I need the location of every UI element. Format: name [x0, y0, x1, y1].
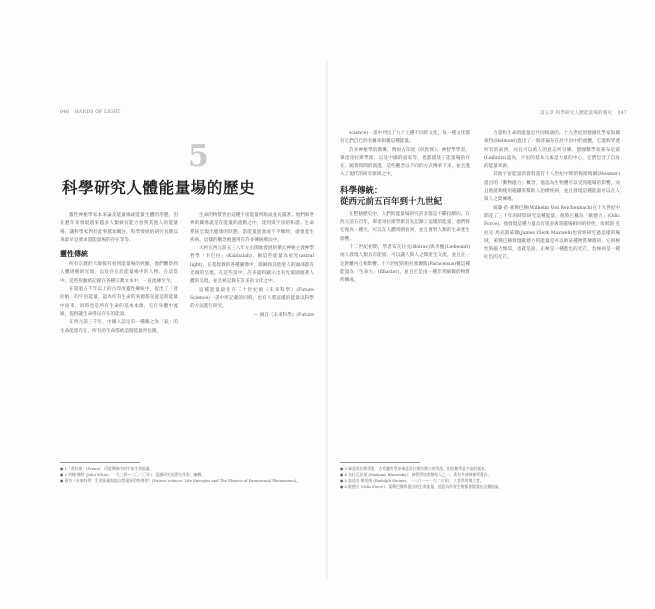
footnote-rule: [60, 462, 140, 463]
section-heading-spiritual: 靈性傳統: [60, 249, 88, 259]
body-paragraph: 力量和生命的能量是共同相通的。十九世紀的德國化學家海爾蒙特(Helmont)提出了一個普遍存在於宇宙中的流體，它能夠穿透所有的東西，而且可以被人的意志所引導。德國數學家萊布尼茲(Leibnitz)認為，宇宙的基本元素是力量的中心，它們包含了自身的能量來源。: [484, 131, 620, 170]
footnote: ● 3 畢達哥拉斯學派：古希臘哲學家畢達哥拉斯所創立的學派，相信數學是宇宙的根本。: [340, 465, 489, 471]
heading-line-2: 從西元前五百年到十九世紀: [340, 196, 443, 207]
left-column-2: [190, 212, 314, 452]
footnote: ● 著有《未來科學：生命能量與超自然現象的物理學》(Future science: Life Energies and The Physics of Paranormal Phenomena)。: [60, 477, 301, 483]
right-page-number: 047: [617, 111, 627, 116]
right-column-2: [484, 130, 620, 460]
body-paragraph: science)一書中列出了九十七種不同的文化，每一種文化都有它們自己的名稱來指稱這種能量。: [340, 131, 470, 145]
body-paragraph: 在超過五千年以上的古印度靈性傳統中，提出了「普拉納」的宇宙能量。認為所有生命的來源都是從這股能量中而來，同時也是所有生命的基本本源，它在身體中流通，提供讓生命得以存在的能量。: [60, 287, 178, 317]
quote-source: — 摘自《未來科學》(Future: [253, 312, 314, 318]
body-paragraph: 在整個歷史中，人們的能量場研究許多都是不斷持續的。在西元前五百年，畢達哥拉斯學派首先記錄了這樣的能量，他們將它視為一種光，可以在人體周圍看到，並且會對人類的生命產生影響。: [340, 211, 470, 242]
body-paragraph: 所有宗教的大師都有看到能量場的經驗，他們觀察到人體周圍的光環，以及存在於能量場中的人物。在這當中，這些經驗被記錄在各種宗教文本中，一直流傳至今。: [60, 262, 178, 284]
body-paragraph: 十二世紀初期，學者布瓦拉克(Boirac)與李鮑(Liebeault)兩人發現人類具有能量，可以讓人與人之間產生交流，並且在一定距離內互相影響。十六世紀的帕拉塞爾斯(Paracelsus)稱這種能量為「生命力」(Illiaster)，並且它是由一種非常細微的物質所構成。: [340, 244, 470, 284]
right-footnotes: [340, 462, 620, 490]
body-paragraph: 這種能量最先在二十世紀被《未來科學》(Future Science)一書中所記載的同時，也有人將這樣的能量以科學的方法進行研究。: [190, 287, 314, 310]
right-running-header: [540, 110, 627, 116]
body-paragraph: 其他宇宙能量的資料還有十八世紀中期的梅斯梅爾(Mesmer)提出的「動物磁力」概念，他認為生物體可以受到磁場的影響，而且他能夠使用磁鐵來幫助人治療疾病，並且發現這種能量可以在人與人之間傳遞。: [484, 172, 620, 203]
body-paragraph: 大約在西元前五三八年左右開始發展的猶太神秘主義神學哲學「卡巴拉」(Kabbalah)，稱這些能量為星光(astral light)，在基督教的各種圖像中，耶穌和其他聖人的頭部都有光環的呈現。在這些當中，許多資料顯示出有光環圍繞著人體的呈現，並且被記錄在許多的文化之中。: [190, 246, 314, 285]
footnote: ● 6 歐德力 (Odic Force)：萊興巴赫所提出的生命能量，他認為所有生物都會散發出這種能量。: [340, 483, 503, 489]
left-running-header: [60, 110, 120, 115]
left-column-1: [60, 212, 178, 452]
left-running-head: HANDS OF LIGHT: [74, 110, 121, 115]
left-page: [0, 0, 327, 609]
footnote: ● 1「普拉納」(Prana)：印度傳統中的宇宙生命能量。: [60, 465, 154, 471]
right-column-1: [340, 130, 470, 460]
chapter-title: 科學研究人體能量場的歷史: [62, 178, 256, 197]
intro-paragraph: 靈性神秘學家本來論及能量場或能量生體的形態，但在歷年來發現越來越多人類被有能力看到其他人的能量場，讓科學家對於此事越加關注。科學發展的研究長期以來最早是要求證能量場的存在等等。: [60, 213, 178, 243]
heading-line-1: 科學傳統：: [340, 185, 383, 196]
left-page-number: 046: [60, 110, 70, 115]
right-running-head: 第五章 科學研究人體能量場的歷史: [540, 111, 613, 116]
footnote: ● 2 約翰·懷特 (John White，一九三四～二〇二〇年)：意識研究的著名作家、編輯。: [60, 471, 205, 477]
footnote-rule: [340, 462, 420, 463]
body-paragraph: 生命的物質皆由這種宇宙能量所組成並充滿著。他們與世界的關係就是在能量的流動之中，達到與宇宙的和諧。生命系統呈現出健康的狀態，當能量阻塞或不平衡時，就會產生疾病。這樣的觀念被運用在許多傳統療法中。: [190, 213, 314, 243]
footnote: ● 5 魯道夫·斯坦納 (Rudolph Steiner，一八六一～一九二五年)：人智學的創立者。: [340, 477, 484, 483]
footnote: ● 4 布拉瓦茨基 (Madame Blavatsky)：神智學協會創始人之一，著有多部神秘學著作。: [340, 471, 492, 477]
chapter-number: 5: [188, 139, 209, 174]
body-paragraph: 許多神秘學的教導，例如古印度《吠陀經》、神智學學者、畢達哥拉斯學派，以及中國的道家等，也都描述了能量場的存在。隨著時間的演進，這些觀念以不同的方式傳承下來，並且進入了現代的研究領域之中。: [340, 147, 470, 178]
body-paragraph: 在西元前三千年，中國人認定有一種稱之為「氣」的生命能量存在，所有的生命都被這個能量所包圍。: [60, 320, 178, 334]
body-paragraph: 威廉·范·萊興巴赫(Wilhelm Von Reichenbach)在十九世紀中期花了三十年的時間研究這種能量，他將它稱為「歐德力」(Odic Force)。他發現這種力量具有很多與電磁場相同的特性，詹姆斯·克拉克·馬克斯威爾(James Clerk Maxwell)也曾經研究過這樣的場域，萊興巴赫發現歐德力的能量是可以被某種物質傳遞的，它的極性與磁力類似，也就是說，正極是一種藍色的光芒，負極則是一種紅色的光芒。: [484, 205, 620, 261]
left-footnotes: [60, 462, 314, 484]
section-heading-scientific: [340, 186, 470, 208]
right-page: [328, 0, 655, 609]
